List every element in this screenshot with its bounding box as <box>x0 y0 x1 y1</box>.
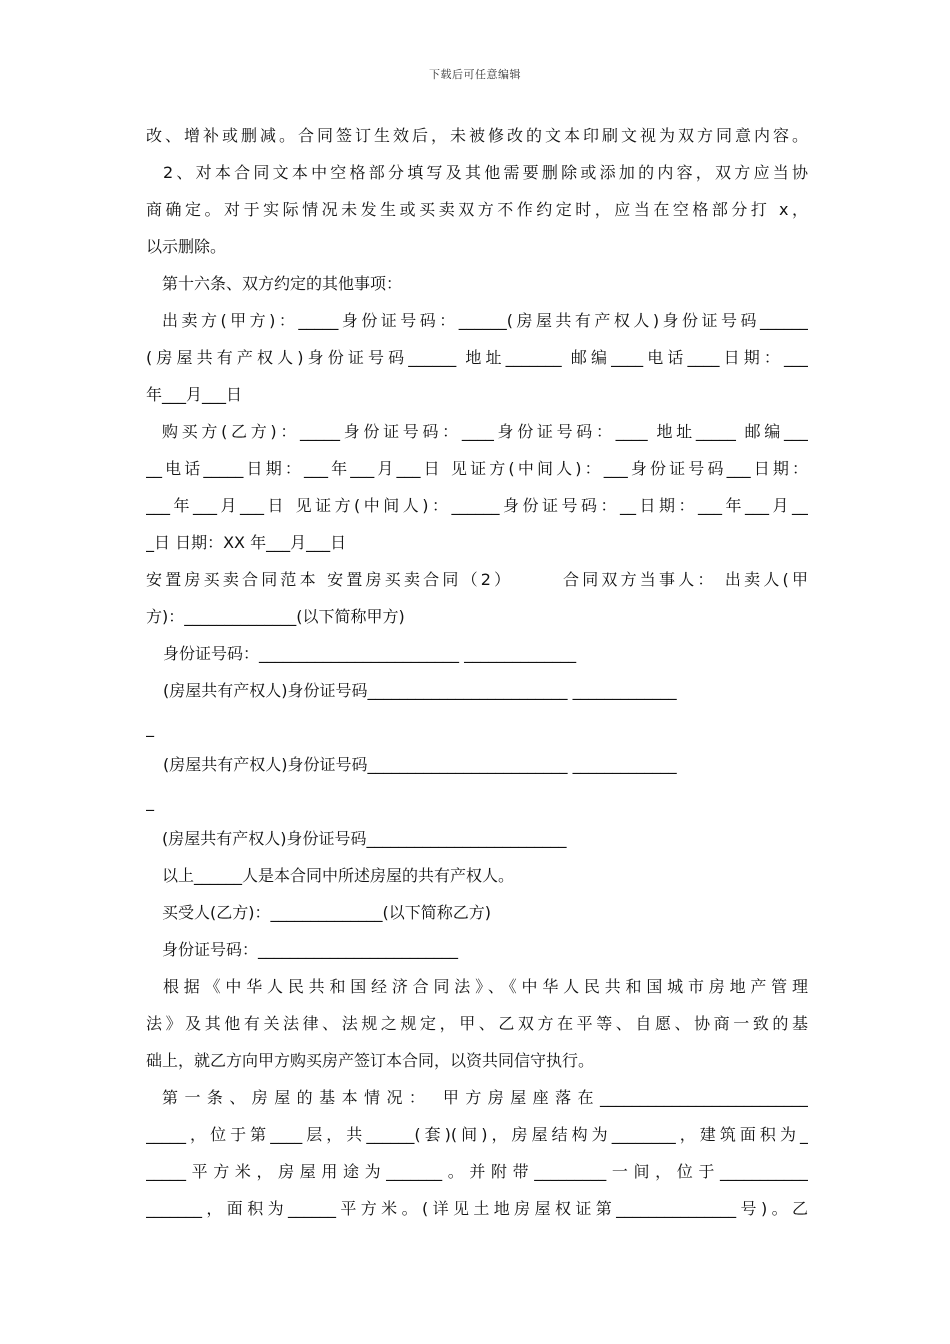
paragraph-line: 第一条、房屋的基本情况： 甲方房屋座落在__________________________ <box>162 1088 808 1107</box>
document-body <box>146 117 808 1227</box>
paragraph-line: _ <box>146 792 154 811</box>
paragraph-line: (房屋共有产权人)身份证号码______ 地址_______ 邮编____电话____日期：___ <box>146 348 808 367</box>
paragraph-line: 法》及其他有关法律、法规之规定，甲、乙双方在平等、自愿、协商一致的基 <box>146 1014 808 1033</box>
paragraph-line: 购买方(乙方)：_____身份证号码：____身份证号码：____ 地址_____ 邮编___ <box>162 422 808 441</box>
paragraph-line: 根据《中华人民共和国经济合同法》、《中华人民共和国城市房地产管理 <box>163 977 808 996</box>
paragraph-line: 第十六条、双方约定的其他事项： <box>162 274 403 293</box>
paragraph-line: 身份证号码：_________________________ ______________ <box>163 644 577 663</box>
paragraph-line: _____，位于第____层，共______(套)(间)，房屋结构为________，建筑面积为_ <box>146 1125 808 1144</box>
paragraph-line: 改、增补或删减。合同签订生效后，未被修改的文本印刷文视为双方同意内容。 <box>146 126 808 145</box>
paragraph-line: (房屋共有产权人)身份证号码_________________________ _____________ <box>163 681 677 700</box>
paragraph-line: 身份证号码：_________________________ <box>162 940 459 959</box>
paragraph-line: 年___月___日 <box>146 385 243 404</box>
paragraph-line: _日 日期：XX 年___月___日 <box>146 533 347 552</box>
paragraph-line: (房屋共有产权人)身份证号码_________________________ <box>162 829 567 848</box>
paragraph-line: 出卖方(甲方)：_____身份证号码：______(房屋共有产权人)身份证号码______ <box>162 311 808 330</box>
paragraph-line: (房屋共有产权人)身份证号码_________________________ _____________ <box>163 755 677 774</box>
paragraph-line: 础上，就乙方向甲方购买房产签订本合同，以资共同信守执行。 <box>146 1051 595 1070</box>
paragraph-line: _ <box>146 718 154 737</box>
paragraph-line: __电话_____日期：___年___月___日 见证方(中间人)：___身份证号码___日期： <box>146 459 808 478</box>
paragraph-line: 商确定。对于实际情况未发生或买卖双方不作约定时，应当在空格部分打 x， <box>146 200 808 219</box>
paragraph-line: _____平方米，房屋用途为_______。并附带_________一间，位于___________ <box>146 1162 808 1181</box>
paragraph-line: 以示删除。 <box>146 237 227 256</box>
paragraph-line: 安置房买卖合同范本 安置房买卖合同（2） 合同双方当事人： 出卖人(甲 <box>146 570 808 589</box>
paragraph-line: 以上______人是本合同中所述房屋的共有产权人。 <box>162 866 515 885</box>
paragraph-line: ___年___月___日 见证方(中间人)：______身份证号码：__日期：___年___月__ <box>146 496 808 515</box>
page-header: 下载后可任意编辑 <box>429 68 521 81</box>
paragraph-line: 买受人(乙方)：______________(以下简称乙方) <box>162 903 491 922</box>
paragraph-line: 方)：______________(以下简称甲方) <box>146 607 405 626</box>
paragraph-line: 2、对本合同文本中空格部分填写及其他需要删除或添加的内容，双方应当协 <box>163 163 808 182</box>
paragraph-line: _______，面积为______平方米。(详见土地房屋权证第_______________号)。乙 <box>146 1199 808 1218</box>
